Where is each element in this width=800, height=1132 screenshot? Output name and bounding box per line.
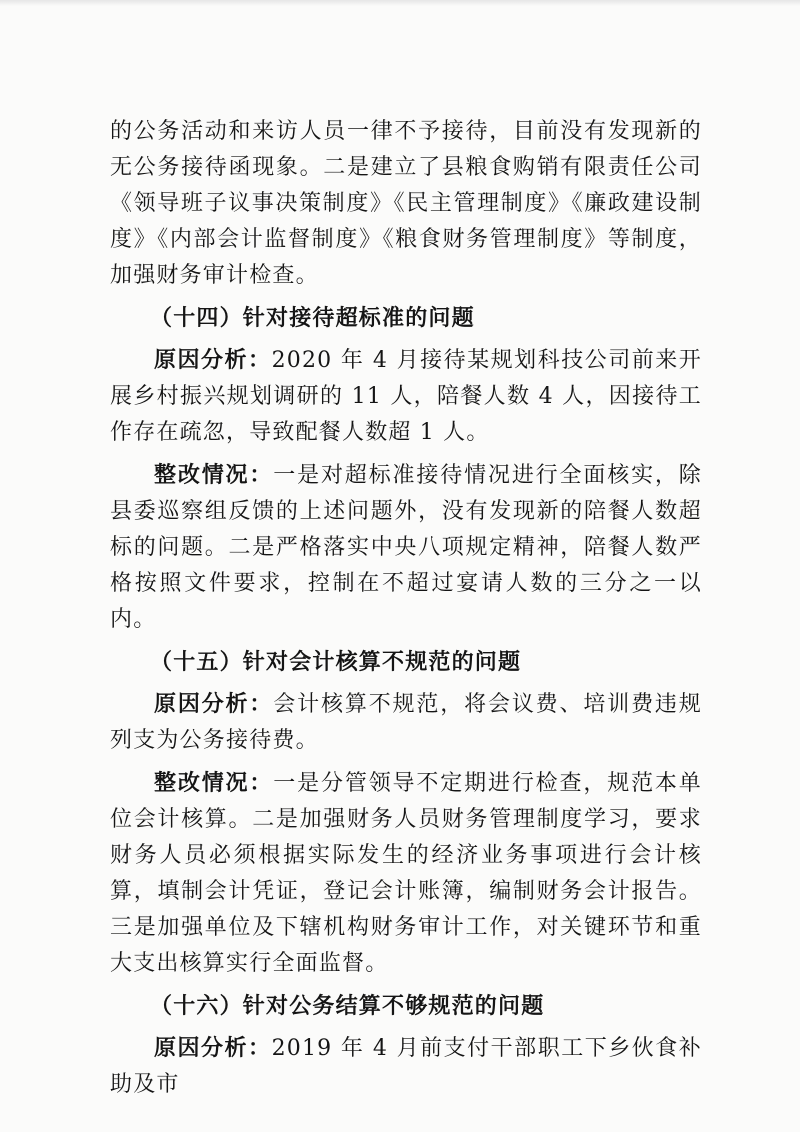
s15-cause-text: 会计核算不规范，将会议费、培训费违规列支为公务接待费。 [110, 692, 702, 753]
s15-fix-text: 一是分管领导不定期进行检查，规范本单位会计核算。二是加强财务人员财务管理制度学习，要求财务人员必须根据实际发生的经济业务事项进行会计核算，填制会计凭证，登记会计账簿，编制财务会计报告。三是加强单位及下辖机构财务审计工作，对关键环节和重大支出核算实行全面监督。 [110, 771, 702, 976]
paragraph-continuation: 的公务活动和来访人员一律不予接待，目前没有发现新的无公务接待函现象。二是建立了县粮食购销有限责任公司《领导班子议事决策制度》《民主管理制度》《廉政建设制度》《内部会计监督制度》《粮食财务管理制度》等制度，加强财务审计检查。 [110, 119, 702, 288]
s15-fix-paragraph [110, 765, 702, 982]
section-heading-14: （十四）针对接待超标准的问题 [150, 305, 475, 331]
s14-fix-text: 一是对超标准接待情况进行全面核实，除县委巡察组反馈的上述问题外，没有发现新的陪餐人数超标的问题。二是严格落实中央八项规定精神，陪餐人数严格按照文件要求，控制在不超过宴请人数的三分之一以内。 [110, 463, 702, 632]
s14-fix-lead: 整改情况： [154, 462, 274, 488]
s14-cause-paragraph [110, 342, 702, 451]
s15-fix-lead: 整改情况： [154, 770, 274, 796]
scan-edge-shadow [0, 0, 800, 6]
s14-cause-text: 2020 年 4 月接待某规划科技公司前来开展乡村振兴规划调研的 11 人，陪餐人数 4 人，因接待工作存在疏忽，导致配餐人数超 1 人。 [110, 348, 702, 445]
s15-cause-lead: 原因分析： [154, 691, 274, 717]
s16-cause-text: 2019 年 4 月前支付干部职工下乡伙食补助及市 [110, 1036, 702, 1097]
s14-fix-paragraph [110, 457, 702, 638]
s16-cause-paragraph [110, 1030, 702, 1103]
s14-cause-lead: 原因分析： [154, 347, 272, 373]
s15-cause-paragraph [110, 686, 702, 759]
section-heading-15: （十五）针对会计核算不规范的问题 [150, 649, 522, 675]
section-heading-16: （十六）针对公务结算不够规范的问题 [150, 993, 545, 1019]
s16-cause-lead: 原因分析： [154, 1035, 272, 1061]
